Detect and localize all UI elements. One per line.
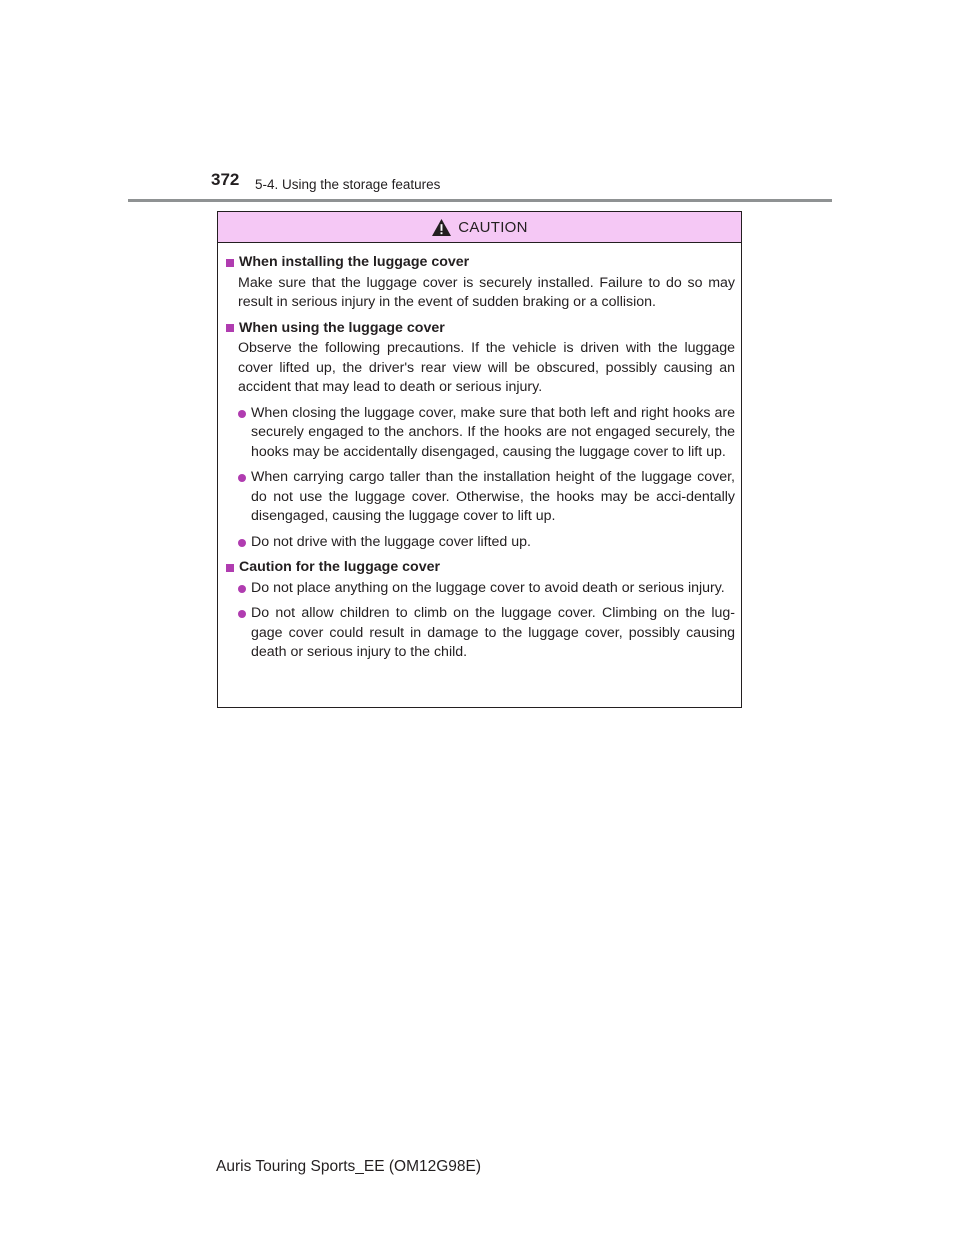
section-paragraph: Observe the following precautions. If the vehicle is driven with the luggage cover lifted up, the driver's rear view will be obscured, possibly causing an accident that may lead to death or serious injury.: [238, 340, 735, 395]
list-item-text: When closing the luggage cover, make sure that both left and right hooks are securely engaged to the anchors. If the hooks are not engaged securely, the hooks may be accidentally disengaged, causing the luggage cover to lift up.: [251, 404, 735, 460]
dot-bullet-icon: [238, 610, 246, 618]
square-bullet-icon: [226, 324, 234, 332]
list-item: [226, 533, 735, 553]
caution-body: [218, 243, 741, 663]
section-paragraph: Make sure that the luggage cover is securely installed. Failure to do so may result in serious injury in the event of sudden braking or a collision.: [238, 274, 735, 310]
section-heading: When using the luggage cover: [239, 319, 445, 336]
caution-title: CAUTION: [458, 218, 528, 236]
list-item-text: Do not place anything on the luggage cover to avoid death or serious injury.: [251, 579, 725, 596]
page-number: 372: [211, 170, 240, 189]
list-item-text: When carrying cargo taller than the installation height of the luggage cover, do not use the luggage cover. Otherwise, the hooks may be acci-dentally disengaged, causing the luggage cover to lift up.: [251, 469, 735, 524]
dot-bullet-icon: [238, 474, 246, 482]
list-item-text: Do not drive with the luggage cover lifted up.: [251, 533, 531, 550]
header-rule: [128, 199, 832, 202]
warning-triangle-icon: [431, 218, 452, 237]
section-heading: Caution for the luggage cover: [239, 559, 441, 575]
list-item: [226, 404, 735, 463]
caution-section-installing: [226, 253, 735, 313]
caution-section-caution-for: [226, 558, 735, 663]
dot-bullet-icon: [238, 539, 246, 547]
square-bullet-icon: [226, 564, 234, 572]
dot-bullet-icon: [238, 585, 246, 593]
square-bullet-icon: [226, 259, 234, 267]
section-title: 5-4. Using the storage features: [255, 177, 441, 192]
list-item-text: Do not allow children to climb on the luggage cover. Climbing on the lug-gage cover could result in damage to the luggage cover, possibly causing death or serious injury to the child.: [251, 605, 735, 660]
list-item: [226, 604, 735, 663]
section-heading: When installing the luggage cover: [239, 254, 470, 270]
dot-bullet-icon: [238, 410, 246, 418]
caution-header: [218, 212, 741, 243]
footer-manual-id: Auris Touring Sports_EE (OM12G98E): [216, 1158, 482, 1175]
caution-box: [217, 211, 742, 708]
list-item: [226, 579, 735, 599]
list-item: [226, 468, 735, 527]
caution-section-using: [226, 319, 735, 553]
